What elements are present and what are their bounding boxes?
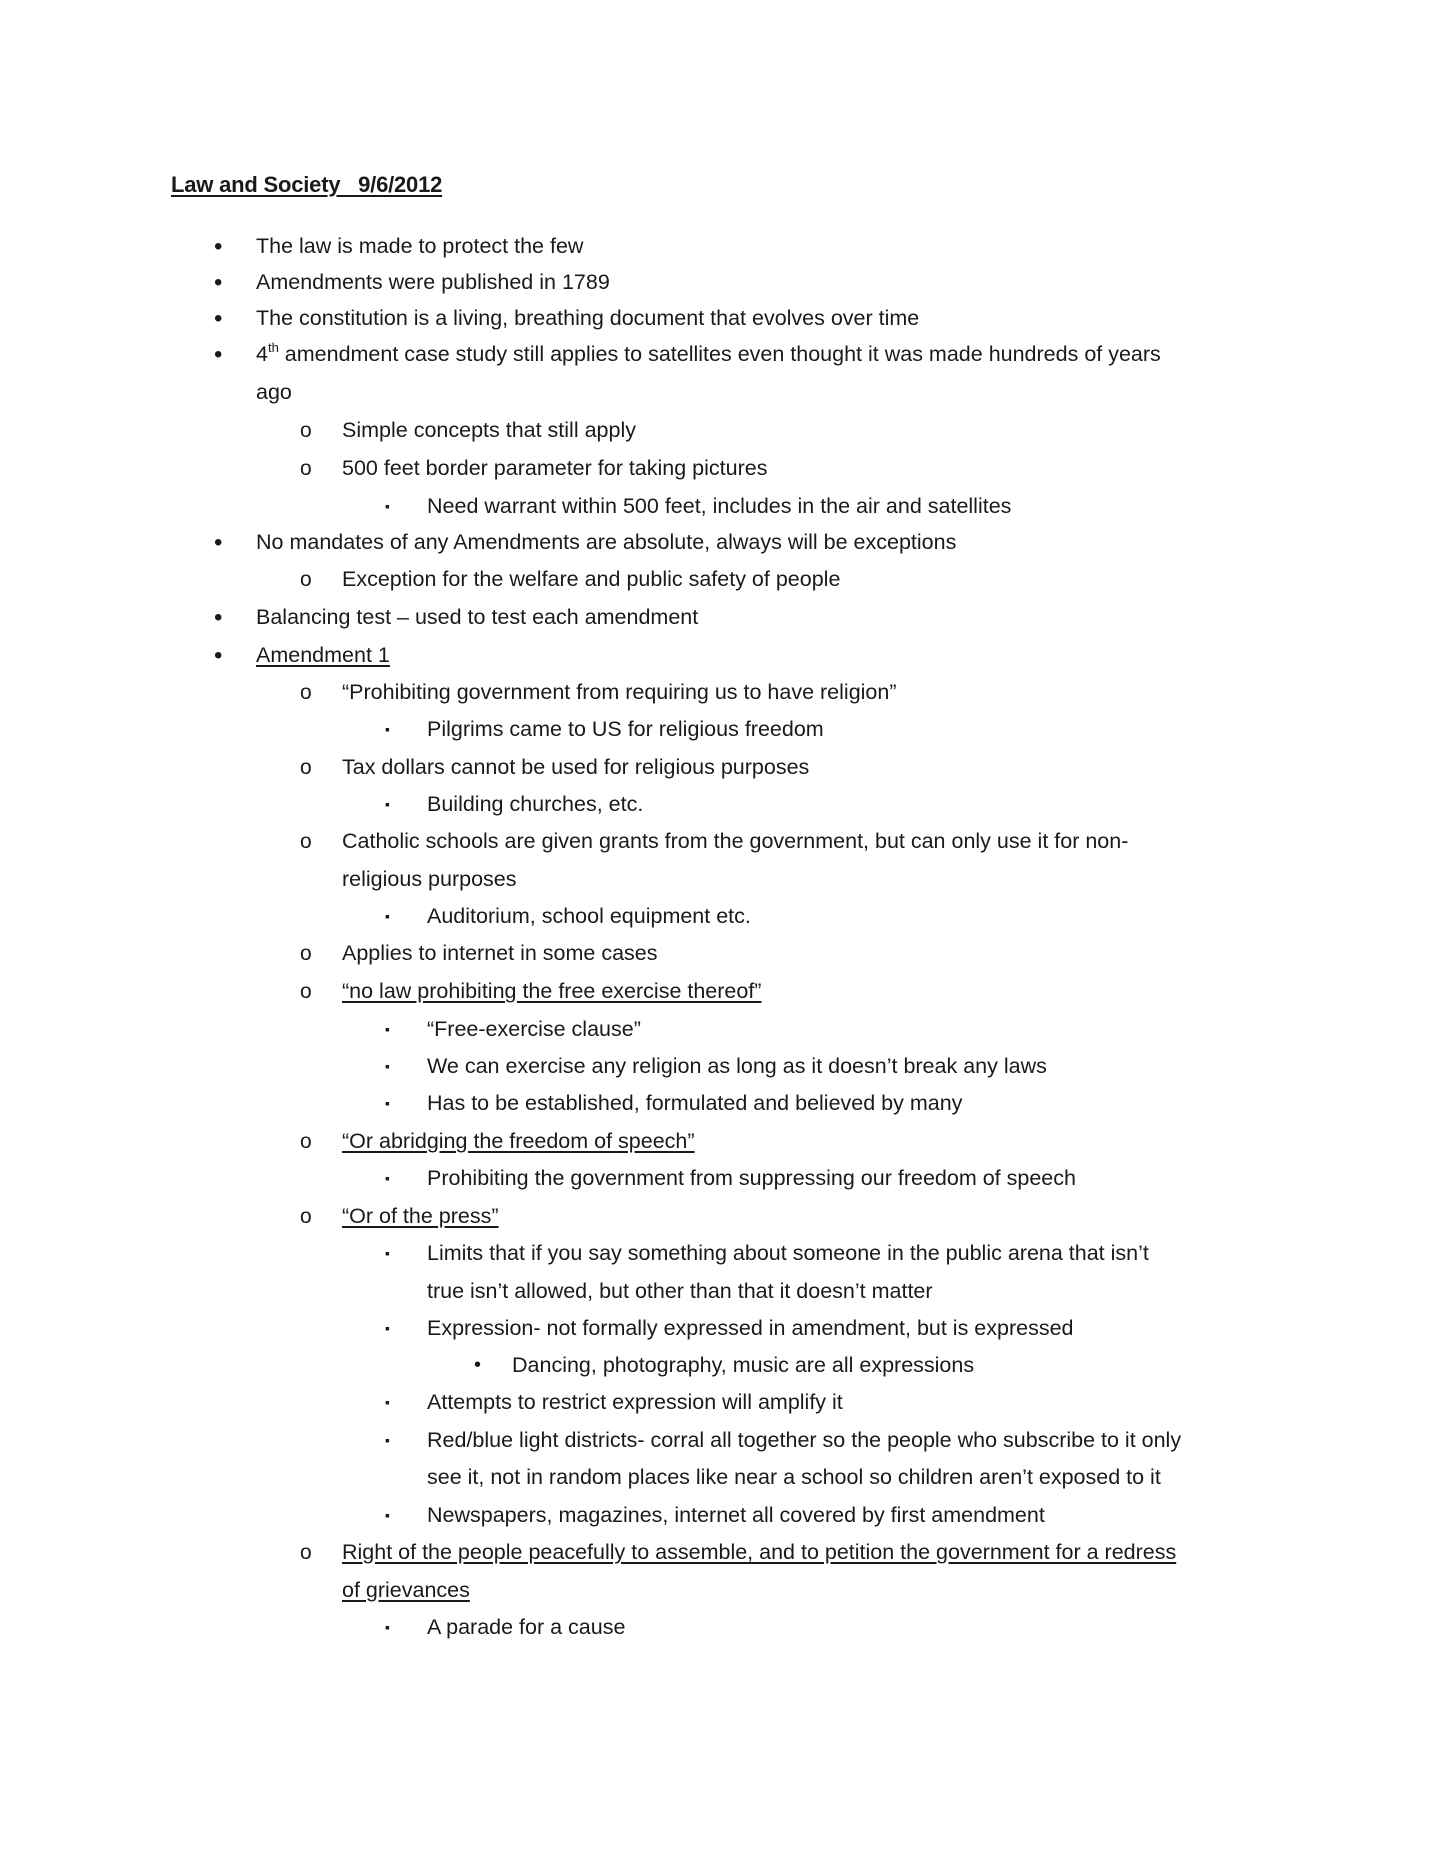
list-item-text: “Or of the press” (342, 1204, 499, 1228)
dot-marker: • (474, 1354, 482, 1376)
list-item-text: Pilgrims came to US for religious freedom (427, 717, 824, 741)
list-item-text: Tax dollars cannot be used for religious purposes (342, 755, 810, 779)
list-item-text: Balancing test – used to test each amendment (256, 605, 699, 629)
circle-marker: o (300, 1541, 312, 1564)
bullet-marker: • (214, 604, 223, 631)
list-item-text: “Prohibiting government from requiring us to have religion” (342, 680, 897, 704)
list-item-continuation (256, 374, 292, 412)
list-item-text: true isn’t allowed, but other than that it doesn’t matter (427, 1279, 933, 1303)
bullet-marker: • (214, 305, 223, 332)
list-item-text: No mandates of any Amendments are absolute, always will be exceptions (256, 530, 957, 554)
list-item (300, 1198, 499, 1236)
list-item-text: Red/blue light districts- corral all together so the people who subscribe to it only (427, 1428, 1182, 1452)
list-item-text: Simple concepts that still apply (342, 418, 636, 442)
list-item-text: Need warrant within 500 feet, includes in the air and satellites (427, 494, 1012, 518)
list-item (300, 1123, 695, 1161)
square-marker: ▪ (385, 1058, 390, 1074)
list-item-text: “Or abridging the freedom of speech” (342, 1129, 695, 1153)
circle-marker: o (300, 980, 312, 1003)
square-marker: ▪ (385, 1507, 390, 1523)
list-item (385, 898, 751, 936)
circle-marker: o (300, 457, 312, 480)
list-item (300, 973, 762, 1011)
list-item (385, 1085, 963, 1123)
list-item-text: ago (256, 380, 292, 404)
list-item (385, 1497, 1045, 1535)
circle-marker: o (300, 830, 312, 853)
list-item-text: “no law prohibiting the free exercise thereof” (342, 979, 762, 1003)
square-marker: ▪ (385, 1245, 390, 1261)
list-item-text: Exception for the welfare and public safety of people (342, 567, 841, 591)
list-item-number: 4 (256, 342, 268, 366)
list-item (300, 450, 768, 488)
list-item (300, 674, 897, 712)
circle-marker: o (300, 419, 312, 442)
list-item (300, 823, 1129, 861)
list-item-text: Building churches, etc. (427, 792, 644, 816)
bullet-marker: • (214, 233, 223, 260)
square-marker: ▪ (385, 1394, 390, 1410)
list-item-text: We can exercise any religion as long as it doesn’t break any laws (427, 1054, 1047, 1078)
list-item-continuation (427, 1273, 933, 1311)
list-item-text: Attempts to restrict expression will amplify it (427, 1390, 843, 1414)
list-item-text: The law is made to protect the few (256, 234, 584, 258)
list-item (385, 1160, 1076, 1198)
list-item (385, 1011, 641, 1049)
square-marker: ▪ (385, 721, 390, 737)
list-item (214, 524, 957, 562)
list-item (300, 561, 841, 599)
square-marker: ▪ (385, 908, 390, 924)
list-item-text: Newspapers, magazines, internet all covered by first amendment (427, 1503, 1045, 1527)
list-item-text: of grievances (342, 1578, 470, 1602)
list-item-continuation (342, 861, 517, 899)
list-item-text: religious purposes (342, 867, 517, 891)
square-marker: ▪ (385, 1021, 390, 1037)
square-marker: ▪ (385, 498, 390, 514)
list-item-text: A parade for a cause (427, 1615, 626, 1639)
list-item-text: Catholic schools are given grants from the government, but can only use it for non- (342, 829, 1129, 853)
list-item (385, 1235, 1149, 1273)
list-item (385, 1048, 1047, 1086)
list-item (214, 637, 390, 675)
list-item (385, 711, 824, 749)
list-item-continuation (342, 1572, 470, 1610)
list-item-text: Prohibiting the government from suppressing our freedom of speech (427, 1166, 1076, 1190)
list-item-text: see it, not in random places like near a school so children aren’t exposed to it (427, 1465, 1161, 1489)
list-item-text: amendment case study still applies to satellites even thought it was made hundreds of years (278, 342, 1161, 366)
bullet-marker: • (214, 529, 223, 556)
list-item (385, 488, 1012, 526)
list-item-text: The constitution is a living, breathing document that evolves over time (256, 306, 920, 330)
square-marker: ▪ (385, 1619, 390, 1635)
list-item (214, 599, 699, 637)
list-item-text: Auditorium, school equipment etc. (427, 904, 751, 928)
square-marker: ▪ (385, 1320, 390, 1336)
list-item-text: Right of the people peacefully to assemble, and to petition the government for a redress (342, 1540, 1177, 1564)
list-item (214, 336, 1161, 374)
list-item (300, 935, 658, 973)
list-item (385, 1609, 626, 1647)
list-item (474, 1347, 975, 1385)
circle-marker: o (300, 1130, 312, 1153)
list-item-text: Limits that if you say something about someone in the public arena that isn’t (427, 1241, 1149, 1265)
list-item (385, 1384, 843, 1422)
list-item (385, 1310, 1074, 1348)
list-item (300, 749, 810, 787)
list-item-text: Amendment 1 (256, 643, 390, 667)
list-item (214, 300, 920, 338)
list-item-text: Applies to internet in some cases (342, 941, 658, 965)
list-item-text: Has to be established, formulated and believed by many (427, 1091, 963, 1115)
list-item-text: “Free-exercise clause” (427, 1017, 641, 1041)
bullet-marker: • (214, 642, 223, 669)
square-marker: ▪ (385, 1432, 390, 1448)
square-marker: ▪ (385, 1170, 390, 1186)
list-item (214, 228, 584, 266)
circle-marker: o (300, 942, 312, 965)
square-marker: ▪ (385, 796, 390, 812)
list-item-text: Amendments were published in 1789 (256, 270, 610, 294)
list-item-text: Expression- not formally expressed in amendment, but is expressed (427, 1316, 1074, 1340)
list-item-text: Dancing, photography, music are all expressions (512, 1353, 975, 1377)
list-item (385, 786, 644, 824)
bullet-marker: • (214, 341, 223, 368)
circle-marker: o (300, 568, 312, 591)
circle-marker: o (300, 1205, 312, 1228)
list-item-continuation (427, 1459, 1161, 1497)
page-title: Law and Society 9/6/2012 (171, 172, 443, 197)
ordinal-suffix: th (267, 340, 279, 355)
bullet-marker: • (214, 269, 223, 296)
square-marker: ▪ (385, 1095, 390, 1111)
circle-marker: o (300, 756, 312, 779)
list-item (300, 412, 636, 450)
list-item (385, 1422, 1182, 1460)
list-item (300, 1534, 1177, 1572)
list-item (214, 264, 610, 302)
circle-marker: o (300, 681, 312, 704)
list-item-text: 500 feet border parameter for taking pictures (342, 456, 768, 480)
